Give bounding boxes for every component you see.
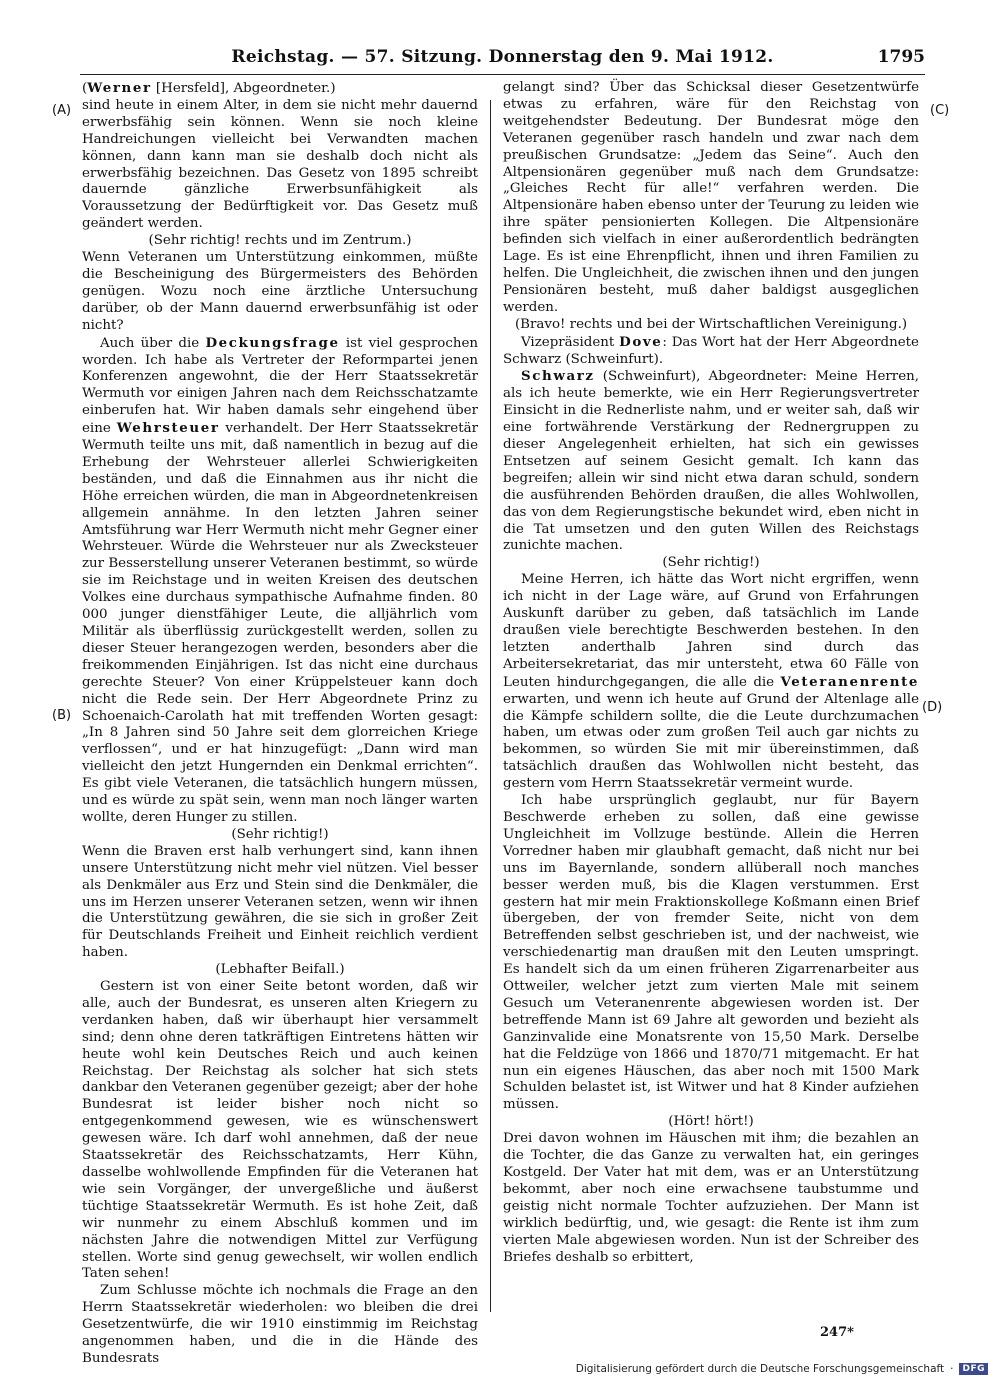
- keyword-deckungsfrage: Deckungsfrage: [205, 334, 340, 351]
- reaction: (Sehr richtig!): [662, 555, 760, 571]
- page-number: 1795: [877, 47, 925, 67]
- paragraph: Gestern ist von einer Seite betont worden, daß wir alle, auch der Bundesrat, es unseren alten Kriegern zu verdanken haben, daß wir überhaupt hier versammelt sind; denn ohne deren tatkräftigen Eintretens hätten wir heute wohl kein Deutsches Reich und auch keinen Reichstag. Der Reichstag als solcher hat sich stets dankbar den Veteranen gegenüber gezeigt; aber der hohe Bundesrat ist leider bisher noch nicht so entgegenkommend gewesen, wie es wünschenswert gewesen wäre. Ich darf wohl annehmen, daß der neue Staatssekretär des Reichsschatzamts, Herr Kühn, dasselbe wohlwollende Empfinden für die Veteranen hat wie sein Vorgänger, der unvergeßliche und äußerst tüchtige Staatssekretär Wermuth. Es ist hohe Zeit, daß wir nunmehr zu einem Abschluß kommen und im nächsten Jahre die notwendigen Mittel zur Verfügung stellen. Worte sind genug gewechselt, wir wollen endlich Taten sehen!: [82, 979, 478, 1282]
- margin-mark-a: (A): [52, 103, 72, 118]
- right-column: [503, 80, 919, 1320]
- paragraph: Drei davon wohnen im Häuschen mit ihm; die bezahlen an die Tochter, die das Ganze zu verwalten hat, ein geringes Kostgeld. Der Vater hat mit dem, was er an Unterstützung bekommt, aber noch eine erwachsene taubstumme und geistig nicht normale Tochter aufzuziehen. Der Mann ist wirklich bedürftig, und, wie gesagt: die Rente ist ihm zum vierten Male abgewiesen worden. Nun ist der Schreiber des Briefes deshalb so erbittert,: [503, 1131, 919, 1265]
- reaction: (Sehr richtig! rechts und im Zentrum.): [148, 233, 412, 249]
- margin-mark-c: (C): [930, 103, 950, 118]
- paragraph: Zum Schlusse möchte ich nochmals die Frage an den Herrn Staatssekretär wiederholen: wo bleiben die drei Gesetzentwürfe, die wir 1910 einstimmig im Reichstag angenommen haben, und die in die Hände des Bundesrats: [82, 1283, 478, 1366]
- paragraph: sind heute in einem Alter, in dem sie nicht mehr dauernd erwerbsfähig sein können. Wenn sie noch kleine Handreichungen vielleicht bei Verwandten machen können, dann kann man sie deshalb doch nicht als erwerbsfähig bezeichnen. Das Gesetz von 1895 schreibt dauernde gänzliche Erwerbsunfähigkeit als Voraussetzung der Bedürftigkeit vor. Das Gesetz muß geändert werden.: [82, 97, 478, 232]
- speaker-heading: (Werner [Hersfeld], Abgeordneter.): [82, 80, 336, 96]
- paragraph: Auch über die Deckungsfrage ist viel gesprochen worden. Ich habe als Vertreter der Reformpartei jenen Konferenzen angewohnt, die der Herr Staatssekretär Wermuth vor einigen Jahren nach dem Reichsschatzamte einberufen hat. Wir haben damals sehr eingehend über eine Wehrsteuer verhandelt. Der Herr Staatssekretär Wermuth teilte uns mit, daß namentlich in bezug auf die Erhebung der Wehrsteuer allerlei Schwierigkeiten beständen, und daß die Einnahmen aus ihr nicht die Höhe erreichen würden, die man in Abgeordnetenkreisen allgemein annähme. In den letzten Jahren seiner Amtsführung war Herr Wermuth nicht mehr Gegner einer Wehrsteuer. Würde die Wehrsteuer nur als Zwecksteuer zur Besserstellung unserer Veteranen bestimmt, so würde sie im Reichstage und in weiten Kreisen des deutschen Volkes eine durchaus sympathische Aufnahme finden. 80 000 junger dienstfähiger Leute, die alljährlich vom Militär als überflüssig zurückgestellt werden, sollen zu dieser Steuer herangezogen werden, besonders aber die freikommenden Einjährigen. Ist das nicht eine durchaus gerechte Steuer? Von einer Krüppelsteuer kann doch nicht die Rede sein. Der Herr Abgeordnete Prinz zu Schoenaich-Carolath hat mit treffenden Worten gesagt: „In 8 Jahren sind 50 Jahre seit dem glorreichen Kriege verflossen“, und er hat hinzugefügt: „Dann wird man vielleicht den jetzt Hungernden ein Denkmal errichten“. Es gibt viele Veteranen, die tatsächlich hungern müssen, und es würde zu spät sein, wenn man noch länger warten wollte, deren Hunger zu stillen.: [82, 334, 478, 825]
- vicepresident-statement: Vizepräsident Dove: Das Wort hat der Herr Abgeordnete Schwarz (Schweinfurt).: [503, 333, 919, 367]
- reaction: (Hört! hört!): [668, 1114, 754, 1130]
- signature-mark: 247*: [820, 1325, 854, 1340]
- speaker-paragraph: Schwarz (Schweinfurt), Abgeordneter: Meine Herren, als ich heute bemerkte, wie ein Herr Regierungsvertreter Einsicht in die Rednerliste nahm, und er weiter sah, daß wir eine fortwährende Verstärkung der Rednergruppen zu dieser Angelegenheit erhielten, hat sich ein gewisses Entsetzen auf seinem Gesicht gemalt. Ich kann das begreifen; allein wir sind nicht etwa daran schuld, sondern die ausführenden Behörden draußen, die alles Wohlwollen, das von dem Regierungstische bekundet wird, eben nicht in die Tat umsetzen und den guten Willen des Reichstags zunichte machen.: [503, 368, 919, 554]
- left-column: [82, 80, 478, 1366]
- speaker-name: Schwarz: [521, 368, 595, 385]
- margin-mark-d: (D): [922, 700, 943, 715]
- paragraph: Wenn die Braven erst halb verhungert sind, kann ihnen unsere Unterstützung nicht mehr viel nützen. Viel besser als Denkmäler aus Erz und Stein sind die Denkmäler, die uns im Herzen unserer Veteranen setzen, wenn wir ihnen die Unterstützung gewähren, die sie sich in großer Zeit für Deutschlands Freiheit und Einheit reichlich verdient haben.: [82, 843, 478, 961]
- footer: Digitalisierung gefördert durch die Deutsche Forschungsgemeinschaft · DFG: [576, 1363, 988, 1375]
- reaction: (Lebhafter Beifall.): [215, 962, 345, 978]
- paragraph: gelangt sind? Über das Schicksal dieser Gesetzentwürfe etwas zu erfahren, wäre für den Reichstag von weitgehendster Bedeutung. Der Bundesrat möge den Veteranen gegenüber rasch handeln und zwar nach dem preußischen Grundsatze: „Jedem das Seine“. Auch den Altpensionären gegenüber muß nach dem Grundsatze: „Gleiches Recht für alle!“ verfahren werden. Die Altpensionäre haben ebenso unter der Teurung zu leiden wie ihre später pensionierten Kollegen. Die Altpensionäre befinden sich vielfach in einer außerordentlich bedrängten Lage. Es ist eine Ehrenpflicht, ihnen und ihren Familien zu helfen. Die Ungleichheit, die zwischen ihnen und den jungen Pensionären besteht, muß daher baldigst ausgeglichen werden.: [503, 80, 919, 315]
- running-header: [80, 44, 925, 75]
- paragraph: Wenn Veteranen um Unterstützung einkommen, müßte die Bescheinigung des Bürgermeisters des Behörden genügen. Wozu noch eine ärztliche Untersuchung darüber, ob der Mann dauernd erwerbsunfähig ist oder nicht?: [82, 250, 478, 333]
- paragraph: Meine Herren, ich hätte das Wort nicht ergriffen, wenn ich nicht in der Lage wäre, auf Grund von Erfahrungen Auskunft darüber zu geben, daß tatsächlich im Lande draußen viele berechtigte Beschwerden bestehen. In den letzten anderthalb Jahren sind durch das Arbeitersekretariat, das mir untersteht, etwa 60 Fälle von Leuten hindurchgegangen, die alle die Veteranenrente erwarten, und wenn ich heute auf Grund der Altenlage alle die Kämpfe schildern sollte, die die Leute durchzumachen haben, um etwas oder zum großen Teil auch gar nichts zu bekommen, so würden Sie mit mir übereinstimmen, daß tatsächlich draußen das Wohlwollen nicht besteht, das gestern vom Herrn Staatssekretär vermeint wurde.: [503, 572, 919, 792]
- vicepresident-name: Dove: [619, 333, 663, 350]
- footer-text: Digitalisierung gefördert durch die Deutsche Forschungsgemeinschaft: [575, 1363, 945, 1375]
- margin-mark-b: (B): [52, 708, 72, 723]
- dfg-logo-icon: DFG: [959, 1363, 988, 1375]
- keyword-veteranenrente: Veteranenrente: [780, 673, 919, 690]
- keyword-wehrsteuer: Wehrsteuer: [116, 420, 220, 437]
- column-divider: [490, 100, 491, 1312]
- reaction: (Sehr richtig!): [231, 826, 329, 842]
- paragraph: Ich habe ursprünglich geglaubt, nur für Bayern Beschwerde erheben zu sollen, daß eine gewisse Ungleichheit im Vollzuge bestünde. Allein die Herren Vorredner haben mir glaubhaft gemacht, daß nicht nur bei uns im Bayernlande, sondern allüberall noch manches besser werden muß, bis die Klagen verstummen. Erst gestern hat mir mein Fraktionskollege Koßmann einen Brief übergeben, der von fremder Seite, nicht von dem Betreffenden selbst geschrieben ist, und der nachweist, wie verschiedenartig man draußen mit den Leuten umspringt. Es handelt sich da um einen früheren Zigarrenarbeiter aus Ottweiler, welcher jetzt zum vierten Male mit seinem Gesuch um Veteranenrente abgewiesen worden ist. Der betreffende Mann ist 69 Jahre alt geworden und bezieht als Ganzinvalide eine Monatsrente von 15,50 Mark. Derselbe hat die Feldzüge von 1866 und 1870/71 mitgemacht. Er hat nun ein eigenes Häuschen, das aber noch mit 1500 Mark Schulden belastet ist, ist Witwer und hat 8 Kinder aufziehen müssen.: [503, 793, 919, 1113]
- reaction: (Bravo! rechts und bei der Wirtschaftlichen Vereinigung.): [514, 316, 908, 332]
- speaker-name: Werner: [87, 80, 152, 96]
- running-title: Reichstag. — 57. Sitzung. Donnerstag den 9. Mai 1912.: [231, 47, 774, 67]
